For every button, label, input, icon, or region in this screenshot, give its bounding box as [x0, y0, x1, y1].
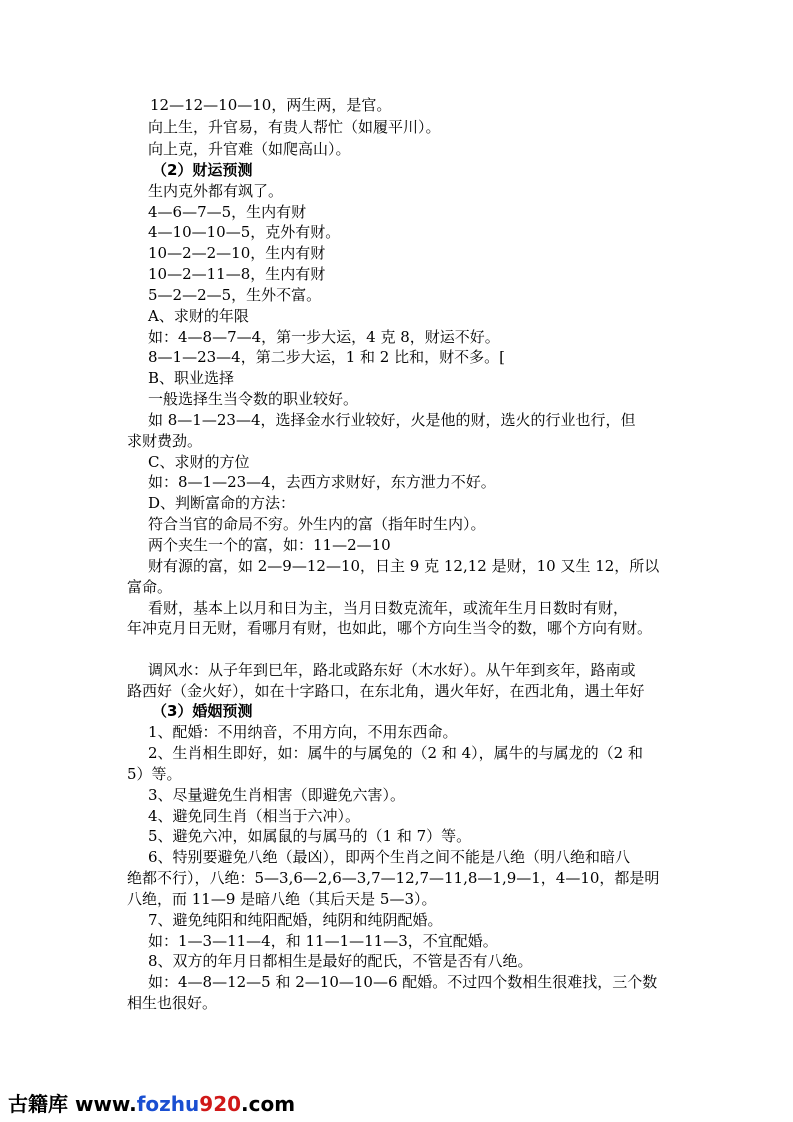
text-line: 调风水：从子年到巳年，路北或路东好（木水好）。从午年到亥年，路南或: [148, 661, 636, 679]
text-line: 4、避免同生肖（相当于六冲）。: [148, 807, 361, 825]
text-line: 求财费劲。: [127, 432, 203, 450]
text-line: 2、生肖相生即好，如：属牛的与属兔的（2 和 4），属牛的与属龙的（2 和: [148, 744, 643, 762]
site-name: 古籍库: [8, 1092, 68, 1116]
text-line: 8、双方的年月日都相生是最好的配氏，不管是否有八绝。: [148, 952, 533, 970]
text-line: 7、避免纯阳和纯阳配婚，纯阴和纯阴配婚。: [148, 911, 443, 929]
text-line: 如 8—1—23—4，选择金水行业较好，火是他的财，选火的行业也行，但: [148, 411, 636, 429]
text-line: 5）等。: [127, 765, 182, 783]
text-line: 向上克，升官难（如爬高山）。: [148, 140, 351, 158]
text-line: 8—1—23—4，第二步大运，1 和 2 比和，财不多。[: [148, 348, 505, 366]
text-line: 路西好（金火好），如在十字路口，在东北角，遇火年好，在西北角，遇土年好: [127, 682, 645, 700]
text-line: 如：1—3—11—4，和 11—1—11—3，不宜配婚。: [148, 932, 498, 950]
text-line: 5、避免六冲，如属鼠的与属马的（1 和 7）等。: [148, 827, 472, 845]
text-line: 4—6—7—5，生内有财: [148, 203, 307, 221]
text-line: 符合当官的命局不穷。外生内的富（指年时生内）。: [148, 515, 486, 533]
text-line: 年冲克月日无财，看哪月有财，也如此，哪个方向生当令的数，哪个方向有财。: [127, 619, 653, 637]
text-line: 富命。: [127, 578, 173, 596]
text-line: 相生也很好。: [127, 994, 218, 1012]
text-line: 绝都不行），八绝：5—3,6—2,6—3,7—12,7—11,8—1,9—1，4—10，都是明: [127, 869, 660, 887]
text-line: 10—2—11—8，生内有财: [148, 265, 326, 283]
site-url: www.fozhu920.com: [74, 1092, 296, 1116]
text-line: 12—12—10—10，两生两，是官。: [150, 96, 392, 114]
text-line: 如：4—8—7—4，第一步大运，4 克 8，财运不好。: [148, 328, 500, 346]
text-line: 10—2—2—10，生内有财: [148, 244, 326, 262]
text-line: 如：4—8—12—5 和 2—10—10—6 配婚。不过四个数相生很难找，三个数: [148, 973, 658, 991]
text-line: 向上生，升官易，有贵人帮忙（如履平川）。: [148, 118, 441, 136]
text-line: 看财，基本上以月和日为主，当月日数克流年，或流年生月日数时有财，: [148, 599, 629, 617]
watermark-footer: [8, 1088, 295, 1117]
text-line: 1、配婚：不用纳音，不用方向，不用东西命。: [148, 723, 458, 741]
text-line: 八绝，而 11—9 是暗八绝（其后天是 5—3）。: [127, 890, 437, 908]
section-heading: （3）婚姻预测: [152, 702, 253, 720]
text-line: C、求财的方位: [148, 453, 250, 471]
text-line: 两个夹生一个的富，如：11—2—10: [148, 536, 391, 554]
section-heading: （2）财运预测: [152, 161, 253, 179]
text-line: 财有源的富，如 2—9—12—10，日主 9 克 12,12 是财，10 又生 12，所以: [148, 557, 660, 575]
text-line: 6、特别要避免八绝（最凶），即两个生肖之间不能是八绝（明八绝和暗八: [148, 848, 631, 866]
text-line: B、职业选择: [148, 369, 235, 387]
text-line: 3、尽量避免生肖相害（即避免六害）。: [148, 786, 406, 804]
text-line: 4—10—10—5，克外有财。: [148, 223, 341, 241]
text-line: 生内克外都有飒了。: [148, 182, 284, 200]
text-line: 一般选择生当令数的职业较好。: [148, 390, 359, 408]
text-line: 5—2—2—5，生外不富。: [148, 286, 322, 304]
text-line: 如：8—1—23—4，去西方求财好，东方泄力不好。: [148, 473, 496, 491]
text-line: A、求财的年限: [148, 307, 249, 325]
text-line: D、判断富命的方法：: [148, 494, 296, 512]
